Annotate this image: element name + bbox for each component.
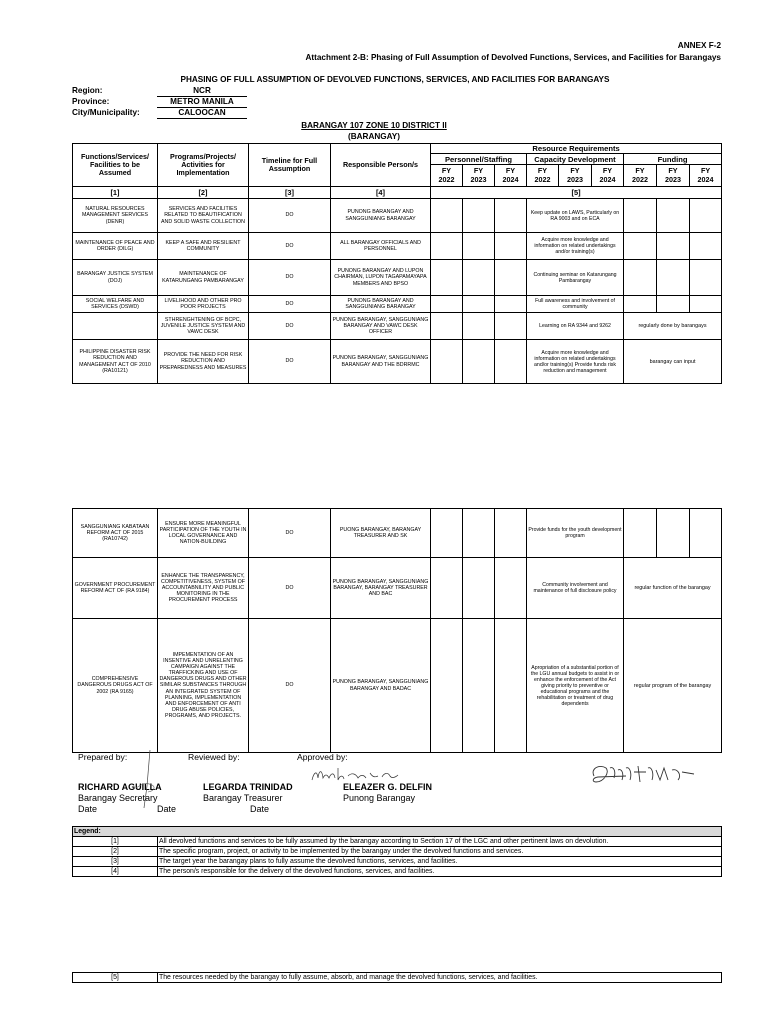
cell-function: GOVERNMENT PROCUREMENT REFORM ACT OF (RA 9184) (73, 558, 158, 619)
cell-responsible: PUNONG BARANGAY AND LUPON CHAIRMAN, LUPON TAGAPAMAYAPA MEMBERS AND BPSO (331, 260, 431, 296)
cell-capacity-development: Keep update on LAWS, Particularly on RA 9003 and on ECA (527, 199, 624, 233)
cell-function: SANGGUNIANG KABATAAN REFORM ACT OF 2015 (RA10742) (73, 509, 158, 558)
header-fy: FY 2023 (657, 165, 690, 187)
cell-personnel (495, 340, 527, 384)
header-fy: FY 2024 (592, 165, 624, 187)
cell-function: COMPREHENSIVE DANGEROUS DRUGS ACT OF 2002 (RA 9165) (73, 619, 158, 753)
cell-personnel (495, 296, 527, 313)
signature-approved-initial (308, 764, 400, 788)
cell-personnel (431, 260, 463, 296)
cell-responsible: ALL BARANGAY OFFICIALS AND PERSONNEL (331, 233, 431, 260)
cell-timeline: DO (249, 509, 331, 558)
cell-program: ENHANCE THE TRANSPARENCY, COMPETITIVENESS, SYSTEM OF ACCOUNTABNILITY AND PUBLIC MONITORING IN THE PROCUREMENT PROCESS (158, 558, 249, 619)
cell-funding (657, 509, 690, 558)
legend-ref: [5] (73, 973, 158, 983)
table-row (73, 619, 722, 753)
cell-funding (624, 199, 657, 233)
cell-personnel (495, 313, 527, 340)
table-row (73, 340, 722, 384)
cell-personnel (495, 260, 527, 296)
cell-funding: barangay can input (624, 340, 722, 384)
cell-capacity-development: Learning on RA 9344 and 9262 (527, 313, 624, 340)
cell-personnel (463, 340, 495, 384)
table-row (73, 233, 722, 260)
signature-approved (586, 762, 698, 790)
cell-personnel (463, 619, 495, 753)
cell-responsible: PUNONG BARANGAY, SANGGUNIANG BARANGAY AND THE BDRRMC (331, 340, 431, 384)
cell-program: LIVELIHOOD AND OTHER PRO POOR PROJECTS (158, 296, 249, 313)
barangay-name-text: BARANGAY 107 ZONE 10 DISTRICT II (301, 121, 447, 130)
cell-personnel (431, 313, 463, 340)
cell-personnel (463, 296, 495, 313)
cell-personnel (463, 558, 495, 619)
reviewed-by-label: Reviewed by: (188, 752, 240, 762)
header-fy: FY 2024 (690, 165, 722, 187)
city-value: CALOOCAN (157, 108, 247, 119)
approved-by-name: ELEAZER G. DELFIN (343, 782, 433, 792)
date-label: Date (250, 804, 270, 814)
cell-capacity-development: Provide funds for the youth development program (527, 509, 624, 558)
cell-personnel (495, 233, 527, 260)
header-fy: FY 2022 (527, 165, 559, 187)
cell-function (73, 313, 158, 340)
date-label: Date (157, 804, 177, 814)
header-fy: FY 2022 (431, 165, 463, 187)
cell-responsible: PUNONG BARANGAY, SANGGUNIANG BARANGAY AND VAWC DESK OFFICER (331, 313, 431, 340)
header-fy: FY 2023 (463, 165, 495, 187)
table-row (73, 296, 722, 313)
region-label: Region: (72, 86, 103, 95)
signature-prepared (130, 748, 170, 810)
prepared-by-name: RICHARD AGUILLA (78, 782, 162, 792)
cell-personnel (431, 199, 463, 233)
cell-funding (624, 509, 657, 558)
cell-funding (690, 199, 722, 233)
header-personnel: Personnel/Staffing (431, 154, 527, 165)
legend-ref: [3] (73, 857, 158, 867)
cell-program: STHRENGHTENING OF BCPC, JUVENILE JUSTICE SYSTEM AND VAWC DESK (158, 313, 249, 340)
prepared-by-label: Prepared by: (78, 752, 128, 762)
cell-program: ENSURE MORE MEANINGFUL PARTICIPATION OF THE YOUTH IN LOCAL GOVERNANCE AND NATION-BUILDING (158, 509, 249, 558)
header-funding: Funding (624, 154, 722, 165)
cell-function: NATURAL RESOURCES MANAGEMENT SERVICES (DENR) (73, 199, 158, 233)
header-programs: Programs/Projects/ Activities for Implementation (158, 144, 249, 187)
page-title: PHASING OF FULL ASSUMPTION OF DEVOLVED FUNCTIONS, SERVICES, AND FACILITIES FOR BARANGAYS (180, 75, 610, 84)
reviewed-by-role: Barangay Treasurer (203, 793, 283, 803)
table-body-page1 (73, 199, 722, 384)
header-resource-requirements: Resource Requirements (431, 144, 722, 154)
header-ref-4: [4] (331, 187, 431, 199)
cell-timeline: DO (249, 558, 331, 619)
header-ref-3: [3] (249, 187, 331, 199)
legend-ref: [2] (73, 847, 158, 857)
cell-capacity-development: Apropriation of a substantial portion of the LGU annual budgets to assist in or enhance the enforcement of the Act giving priority to preventive or educational programs and the rehabilitation or treatment of drug dependents (527, 619, 624, 753)
region-value: NCR (157, 86, 247, 97)
date-label: Date (78, 804, 98, 814)
cell-personnel (431, 233, 463, 260)
cell-funding (657, 260, 690, 296)
legend-table (72, 826, 722, 877)
cell-personnel (431, 296, 463, 313)
legend-ref: [1] (73, 837, 158, 847)
cell-personnel (495, 558, 527, 619)
legend-row (73, 847, 722, 857)
cell-program: SERVICES AND FACILITIES RELATED TO BEAUTIFICATION AND SOLID WASTE COLLECTION (158, 199, 249, 233)
cell-funding: regularly done by barangays (624, 313, 722, 340)
cell-program: PROVIDE THE NEED FOR RISK REDUCTION AND PREPAREDNESS AND MEASURES (158, 340, 249, 384)
cell-personnel (431, 340, 463, 384)
table-row (73, 199, 722, 233)
cell-capacity-development: Community involvement and maintenance of full disclosure policy (527, 558, 624, 619)
cell-capacity-development: Acquire more knowledge and information on related undertakings and/or training(s) Provide funds risk reduction and management (527, 340, 624, 384)
phasing-table-continued (72, 508, 722, 753)
approved-by-label: Approved by: (297, 752, 348, 762)
header-timeline: Timeline for Full Assumption (249, 144, 331, 187)
cell-program: KEEP A SAFE AND RESILIENT COMMUNITY (158, 233, 249, 260)
cell-timeline: DO (249, 340, 331, 384)
prepared-by-role: Barangay Secretary (78, 793, 158, 803)
cell-personnel (463, 509, 495, 558)
cell-responsible: PUNONG BARANGAY AND SANGGUNIANG BARANGAY (331, 296, 431, 313)
cell-funding (624, 296, 657, 313)
barangay-label: (BARANGAY) (347, 132, 400, 141)
legend-title: Legend: (73, 827, 722, 837)
header-ref-1: [1] (73, 187, 158, 199)
cell-funding (690, 509, 722, 558)
cell-personnel (495, 619, 527, 753)
cell-timeline: DO (249, 313, 331, 340)
attachment-title: Attachment 2-B: Phasing of Full Assumption of Devolved Functions, Services, and Facilities for Barangays (305, 53, 721, 62)
cell-funding (657, 233, 690, 260)
cell-function: BARANGAY JUSTICE SYSTEM (DOJ) (73, 260, 158, 296)
cell-personnel (463, 260, 495, 296)
cell-capacity-development: Acquire more knowledge and information on related undertakings and/or training(s) (527, 233, 624, 260)
legend-row (73, 857, 722, 867)
phasing-table (72, 143, 722, 384)
legend-row (73, 867, 722, 877)
cell-funding (624, 260, 657, 296)
cell-personnel (463, 233, 495, 260)
legend-ref: [4] (73, 867, 158, 877)
cell-personnel (431, 558, 463, 619)
approved-by-role: Punong Barangay (343, 793, 416, 803)
header-fy: FY 2023 (559, 165, 592, 187)
cell-timeline: DO (249, 260, 331, 296)
cell-personnel (495, 199, 527, 233)
legend-row (73, 973, 722, 983)
legend-text: The specific program, project, or activity to be implemented by the barangay under the devolved functions and services. (158, 847, 722, 857)
cell-responsible: PUNONG BARANGAY AND SANGGUNIANG BARANGAY (331, 199, 431, 233)
table-row (73, 260, 722, 296)
province-label: Province: (72, 97, 110, 106)
cell-personnel (431, 619, 463, 753)
cell-funding (624, 233, 657, 260)
cell-program: MAINTENANCE OF KATARUNGANG PAMBARANGAY (158, 260, 249, 296)
legend-text: The target year the barangay plans to fully assume the devolved functions, services, and facilities. (158, 857, 722, 867)
cell-function: PHILIPPINE DISASTER RISK REDUCTION AND MANAGEMENT ACT OF 2010 (RA10121) (73, 340, 158, 384)
header-capacity: Capacity Development (527, 154, 624, 165)
cell-timeline: DO (249, 199, 331, 233)
cell-funding (690, 260, 722, 296)
legend-row (73, 837, 722, 847)
cell-capacity-development: Continuing seminar on Katarungang Pambarangay (527, 260, 624, 296)
header-ref-2: [2] (158, 187, 249, 199)
table-row (73, 558, 722, 619)
cell-function: SOCIAL WELFARE AND SERVICES (DSWD) (73, 296, 158, 313)
header-fy: FY 2022 (624, 165, 657, 187)
header-functions: Functions/Services/ Facilities to be Assumed (73, 144, 158, 187)
cell-timeline: DO (249, 296, 331, 313)
cell-personnel (495, 509, 527, 558)
cell-function: MAINTENANCE OF PEACE AND ORDER (DILG) (73, 233, 158, 260)
province-value: METRO MANILA (157, 97, 247, 108)
cell-funding (657, 199, 690, 233)
city-label: City/Municipality: (72, 108, 140, 117)
legend-text: The resources needed by the barangay to fully assume, absorb, and manage the devolved functions, services, and facilities. (158, 973, 722, 983)
cell-personnel (463, 313, 495, 340)
cell-responsible: PUNONG BARANGAY, SANGGUNIANG BARANGAY AND BADAC (331, 619, 431, 753)
annex-label: ANNEX F-2 (677, 41, 721, 50)
cell-responsible: PUONG BARANGAY, BARANGAY TREASURER AND SK (331, 509, 431, 558)
cell-responsible: PUNONG BARANGAY, SANGGUNIANG BARANGAY, BARANGAY TREASURER AND BAC (331, 558, 431, 619)
cell-funding: regular function of the barangay (624, 558, 722, 619)
cell-funding (690, 233, 722, 260)
header-fy: FY 2024 (495, 165, 527, 187)
table-body-page2 (73, 509, 722, 753)
legend-text: The person/s responsible for the delivery of the devolved functions, services, and facilities. (158, 867, 722, 877)
cell-funding: regular program of the barangay (624, 619, 722, 753)
cell-program: IMPEMENTATION OF AN INSENTIVE AND UNRELENTING CAMPAIGN AGAINST THE TRAFFICKING AND USE OF DANGEROUS DRUGS AND OTHER SIMILAR SUBSTANCES THROUGH AN INTEGRATED SYSTEM OF PLANNING, IMPLEMENTATION AND ENFORCEMENT OF ANTI DRUG ABUSE POLICIES, PROGRAMS, AND PROJECTS. (158, 619, 249, 753)
table-row (73, 313, 722, 340)
legend-text: All devolved functions and services to be fully assumed by the barangay according to Section 17 of the LGC and other pertinent laws on devolution. (158, 837, 722, 847)
cell-personnel (463, 199, 495, 233)
cell-funding (657, 296, 690, 313)
reviewed-by-name: LEGARDA TRINIDAD (203, 782, 293, 792)
cell-funding (690, 296, 722, 313)
table-row (73, 509, 722, 558)
header-responsible: Responsible Person/s (331, 144, 431, 187)
barangay-name (274, 121, 474, 130)
cell-timeline: DO (249, 619, 331, 753)
cell-personnel (431, 509, 463, 558)
cell-capacity-development: Full awareness and involvement of community (527, 296, 624, 313)
cell-timeline: DO (249, 233, 331, 260)
header-ref-5: [5] (431, 187, 722, 199)
legend-table-continued (72, 972, 722, 983)
